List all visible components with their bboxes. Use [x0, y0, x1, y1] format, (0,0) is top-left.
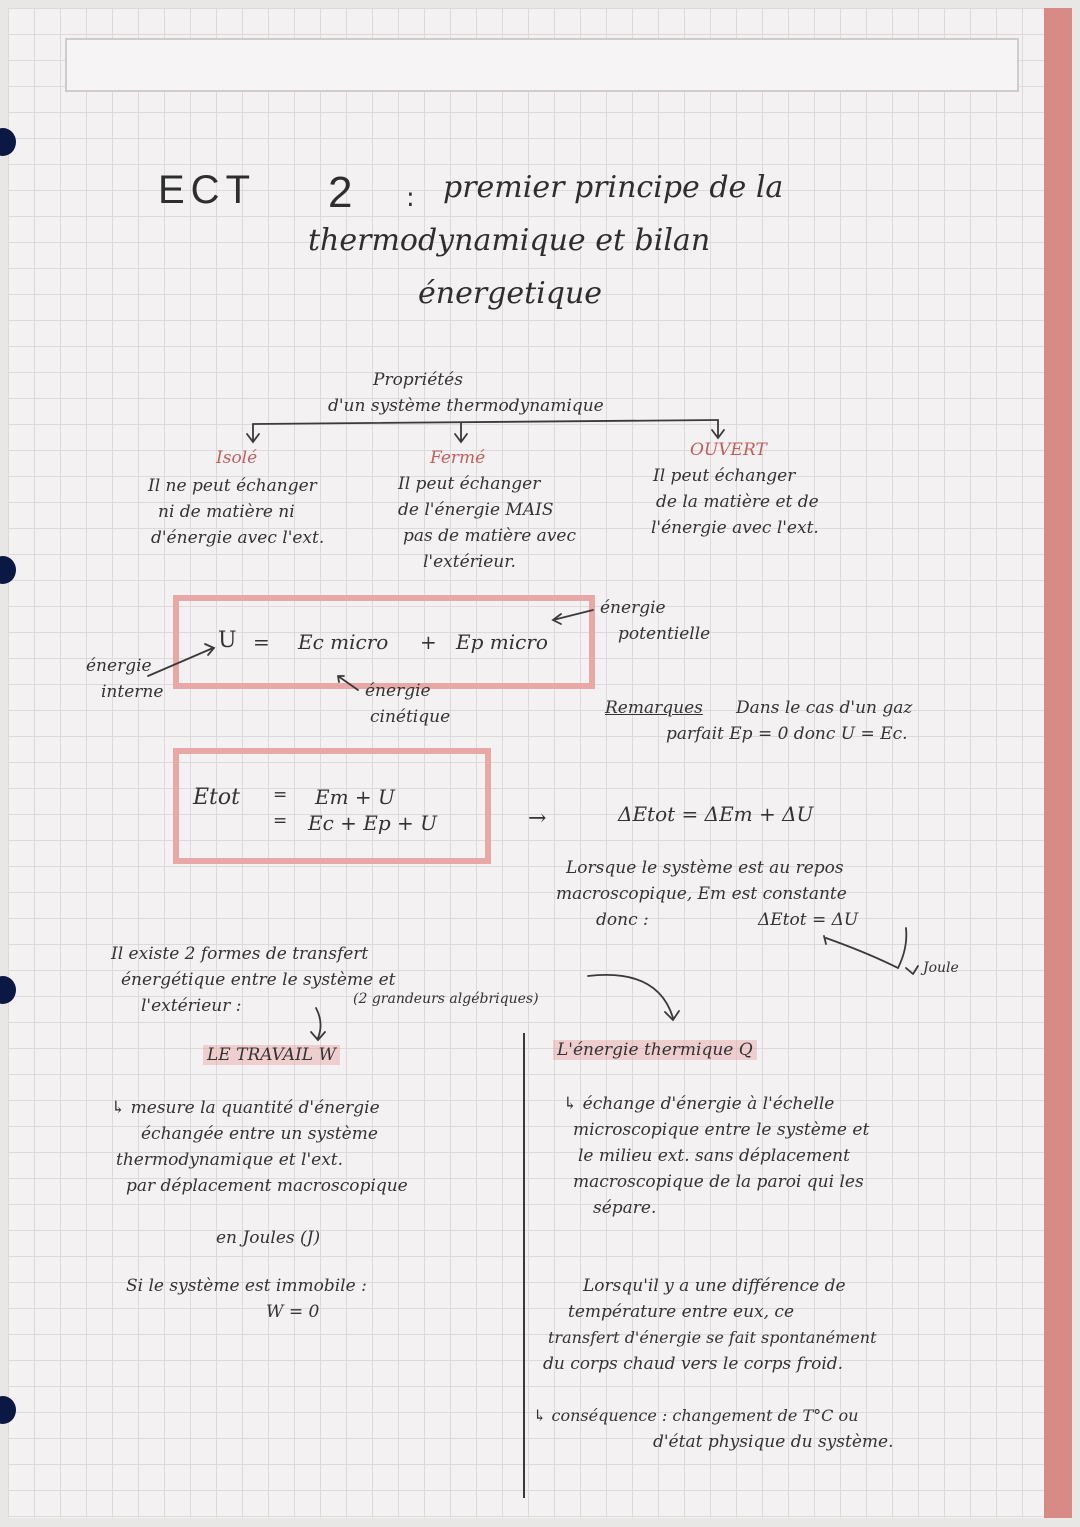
- remarque-line-1: Dans le cas d'un gaz: [736, 698, 913, 718]
- consequence-line-2: d'état physique du système.: [653, 1432, 894, 1452]
- label-interne-1: énergie: [86, 656, 152, 676]
- arrow-to-isole: [247, 424, 259, 442]
- consequence-line-1: ↳ conséquence : changement de T°C ou: [533, 1406, 859, 1425]
- u-symbol: U: [218, 628, 237, 653]
- travail-immobile-2: W = 0: [266, 1302, 320, 1322]
- arrow-to-thermique: [588, 975, 679, 1020]
- diff-line-1: Lorsqu'il y a une différence de: [583, 1276, 846, 1296]
- joule-label: Joule: [923, 960, 959, 976]
- transfert-line-3: l'extérieur :: [141, 996, 242, 1016]
- arrow-to-ouvert: [712, 420, 724, 438]
- thermique-line-2: microscopique entre le système et: [573, 1120, 870, 1140]
- remarque-line-2: parfait Ep = 0 donc U = Ec.: [666, 724, 908, 744]
- diff-line-2: température entre eux, ce: [568, 1302, 795, 1322]
- u-plus: +: [420, 630, 437, 654]
- branch-line: [253, 420, 718, 424]
- ouvert-line-3: l'énergie avec l'ext.: [651, 518, 819, 538]
- repos-formula: ΔEtot = ΔU: [758, 910, 859, 930]
- title-colon: :: [406, 183, 415, 213]
- ep-micro: Ep micro: [456, 630, 548, 654]
- repos-line-1: Lorsque le système est au repos: [566, 858, 844, 878]
- ferme-label: Fermé: [430, 448, 486, 468]
- etot-label: Etot: [193, 785, 240, 810]
- title-code: ECT: [158, 168, 256, 212]
- thermique-line-3: le milieu ext. sans déplacement: [578, 1146, 850, 1166]
- ouvert-line-2: de la matière et de: [656, 492, 819, 512]
- hand-drawn-arrows: [8, 8, 1044, 1518]
- page-margin-strip: [1044, 8, 1072, 1518]
- travail-immobile-1: Si le système est immobile :: [126, 1276, 367, 1296]
- title-number: 2: [328, 168, 353, 217]
- label-cinetique-2: cinétique: [370, 707, 451, 727]
- thermique-title: L'énergie thermique Q: [553, 1040, 757, 1060]
- remarque-label: Remarques: [605, 698, 703, 718]
- travail-unit: en Joules (J): [216, 1228, 321, 1248]
- etot-eq-1: =: [273, 785, 288, 805]
- arrow-interne: [148, 644, 214, 676]
- etot-line-1: Em + U: [315, 785, 395, 809]
- arrow-joule-left: [824, 936, 898, 968]
- travail-line-1: ↳ mesure la quantité d'énergie: [111, 1098, 380, 1118]
- travail-line-3: thermodynamique et l'ext.: [116, 1150, 344, 1170]
- title-line-2: thermodynamique et bilan: [308, 223, 711, 258]
- arrow-to-ferme: [455, 423, 467, 442]
- title-line-3: énergetique: [418, 276, 603, 311]
- ouvert-label: OUVERT: [690, 440, 767, 460]
- travail-title: LE TRAVAIL W: [203, 1045, 340, 1065]
- label-interne-2: interne: [101, 682, 164, 702]
- thermique-line-1: ↳ échange d'énergie à l'échelle: [563, 1094, 835, 1114]
- repos-line-2: macroscopique, Em est constante: [556, 884, 847, 904]
- etot-arrow: →: [528, 806, 547, 831]
- u-equals: =: [253, 630, 270, 654]
- arrow-cinetique: [338, 676, 358, 690]
- arrow-potentielle: [553, 610, 593, 624]
- etot-eq-2: =: [273, 811, 288, 831]
- ec-micro: Ec micro: [298, 630, 389, 654]
- ouvert-line-1: Il peut échanger: [653, 466, 796, 486]
- etot-line-2: Ec + Ep + U: [308, 811, 438, 835]
- transfert-note: (2 grandeurs algébriques): [353, 991, 539, 1007]
- ferme-line-1: Il peut échanger: [398, 474, 541, 494]
- transfert-line-1: Il existe 2 formes de transfert: [111, 944, 369, 964]
- thermique-line-4: macroscopique de la paroi qui les: [573, 1172, 864, 1192]
- isole-label: Isolé: [216, 448, 258, 468]
- arrow-joule-right: [898, 928, 918, 974]
- travail-line-2: échangée entre un système: [141, 1124, 378, 1144]
- transfert-line-2: énergétique entre le système et: [121, 970, 396, 990]
- ferme-line-4: l'extérieur.: [423, 552, 516, 572]
- diff-line-4: du corps chaud vers le corps froid.: [543, 1354, 844, 1374]
- ferme-line-3: pas de matière avec: [403, 526, 576, 546]
- ferme-line-2: de l'énergie MAIS: [398, 500, 554, 520]
- thermique-line-5: sépare.: [593, 1198, 657, 1218]
- label-potentielle-2: potentielle: [618, 624, 711, 644]
- label-cinetique-1: énergie: [365, 681, 431, 701]
- prop-heading-1: Propriétés: [373, 370, 463, 390]
- delta-etot-formula: ΔEtot = ΔEm + ΔU: [618, 802, 814, 826]
- isole-line-2: ni de matière ni: [158, 502, 295, 522]
- isole-line-3: d'énergie avec l'ext.: [151, 528, 325, 548]
- title-line-1: premier principe de la: [443, 170, 784, 205]
- prop-heading-2: d'un système thermodynamique: [328, 396, 604, 416]
- notebook-page: [8, 8, 1044, 1518]
- repos-donc: donc :: [596, 910, 649, 930]
- isole-line-1: Il ne peut échanger: [148, 476, 317, 496]
- arrow-to-travail: [311, 1008, 325, 1040]
- travail-line-4: par déplacement macroscopique: [126, 1176, 408, 1196]
- diff-line-3: transfert d'énergie se fait spontanément: [548, 1328, 877, 1347]
- label-potentielle-1: énergie: [600, 598, 666, 618]
